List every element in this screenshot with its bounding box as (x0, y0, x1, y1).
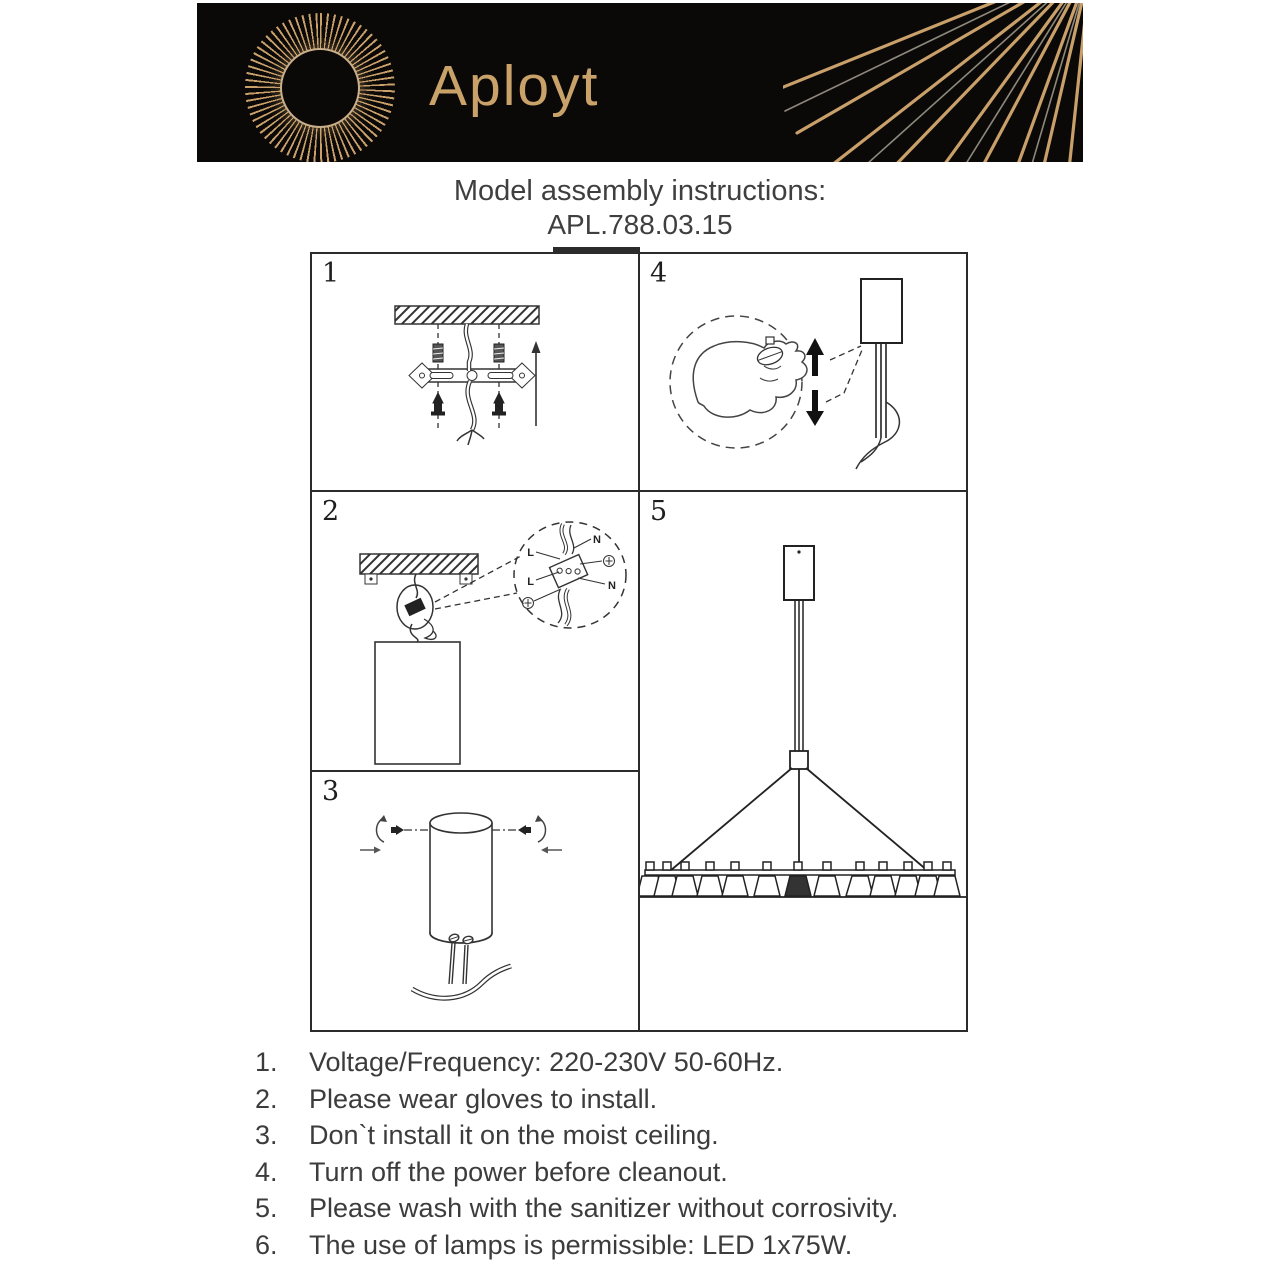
item-text: Voltage/Frequency: 220-230V 50-60Hz. (309, 1047, 784, 1077)
panel-1-drawing (312, 254, 638, 490)
panel-step-2 (310, 490, 640, 772)
canopy-cylinder-icon (430, 813, 492, 943)
instruction-list (255, 1044, 1115, 1263)
item-number: 3. (255, 1120, 278, 1150)
wiring-label-n: N (608, 580, 616, 592)
list-item (255, 1044, 1115, 1081)
list-item (255, 1190, 1115, 1227)
loose-wire-icon (856, 402, 899, 469)
panel-3-drawing (312, 772, 638, 1030)
step-number: 3 (322, 776, 340, 807)
ceiling-icon (360, 554, 478, 584)
item-text: The use of lamps is permissible: LED 1x75W. (309, 1229, 853, 1260)
title-line1: Model assembly instructions: (453, 175, 827, 207)
terminal-block-icon (550, 524, 588, 625)
canopy-box-icon (784, 546, 814, 600)
item-number: 1. (255, 1047, 278, 1077)
border-notch (553, 247, 640, 252)
side-screw-right-icon (492, 815, 562, 854)
item-number: 4. (255, 1156, 278, 1187)
step-number: 2 (322, 496, 340, 527)
step-number: 4 (650, 258, 668, 289)
rays-decoration-icon (783, 3, 1083, 162)
step-number: 5 (650, 496, 668, 527)
panel-step-3 (310, 770, 640, 1032)
ceiling-icon (395, 306, 539, 324)
power-wire-icon (457, 324, 484, 445)
wiring-label-n: N (593, 534, 601, 546)
item-text: Turn off the power before cleanout. (309, 1156, 728, 1187)
mounting-bracket-icon (409, 363, 535, 388)
wiring-label-l: L (527, 547, 534, 559)
list-item (255, 1154, 1115, 1191)
brand-name: Aployt (429, 54, 600, 118)
sunburst-logo-icon (245, 13, 395, 162)
wiring-label-l: L (527, 576, 534, 588)
item-text: Don`t install it on the moist ceiling. (309, 1120, 719, 1150)
lamp-row-icon (640, 862, 960, 896)
panel-step-5 (638, 490, 968, 1032)
item-text: Please wear gloves to install. (309, 1083, 658, 1114)
brand-header (197, 3, 1083, 162)
model-number: APL.788.03.15 (547, 209, 733, 240)
suspension-rod-icon (795, 600, 803, 751)
canopy-box-icon (861, 279, 902, 343)
connection-highlight-icon (397, 574, 436, 642)
up-arrow-icon (532, 341, 541, 426)
connector-block-icon (790, 751, 808, 769)
suspension-cables-icon (876, 343, 886, 438)
item-number: 5. (255, 1193, 278, 1223)
panel-4-drawing (640, 254, 966, 490)
magnifier-pointer-lines (826, 346, 862, 402)
up-down-arrows-icon (806, 338, 824, 426)
item-number: 6. (255, 1229, 278, 1260)
canopy-box-icon (375, 642, 460, 764)
list-item (255, 1227, 1115, 1264)
panel-step-4 (638, 252, 968, 492)
item-number: 2. (255, 1083, 278, 1114)
step-number: 1 (322, 258, 340, 289)
page-title (0, 175, 1280, 241)
list-item (255, 1081, 1115, 1118)
spreader-cables-icon (670, 768, 928, 871)
panel-2-drawing (312, 492, 638, 770)
hand-icon (693, 341, 807, 417)
side-screw-left-icon (360, 815, 430, 854)
panel-5-drawing (640, 492, 966, 1030)
assembly-steps-grid (310, 252, 968, 1032)
item-text: Please wash with the sanitizer without corrosivity. (309, 1193, 899, 1223)
list-item (255, 1117, 1115, 1154)
panel-step-1 (310, 252, 640, 492)
